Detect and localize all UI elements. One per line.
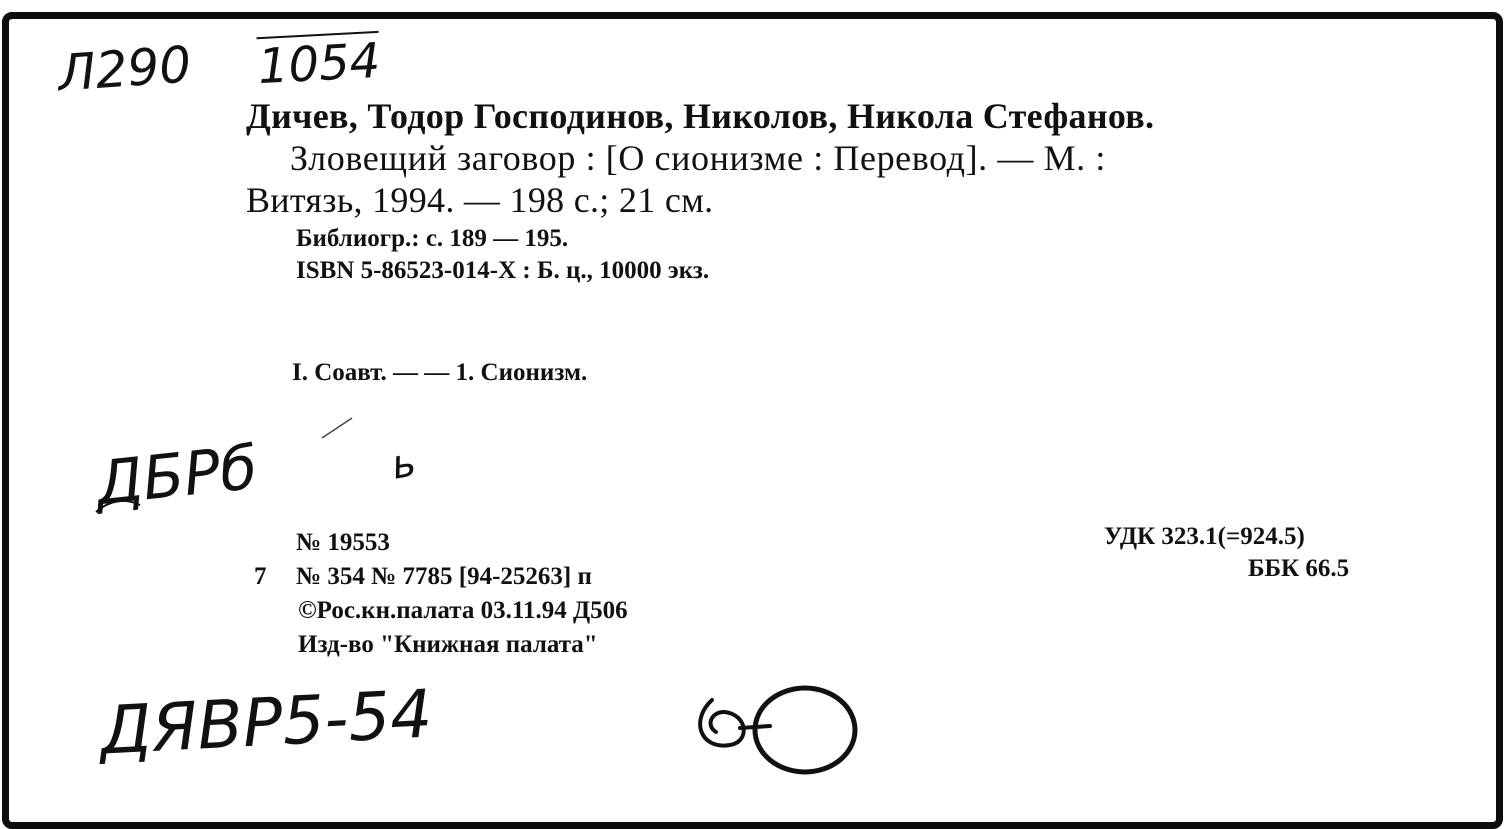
- title-line: Зловещий заговор : [О сионизме : Перевод]. — М. :: [290, 138, 1106, 178]
- publication-line: Витязь, 1994. — 198 с.; 21 см.: [246, 180, 714, 220]
- side-digit: 7: [254, 563, 267, 590]
- handwritten-shelf-number: 1054: [256, 32, 382, 96]
- bibliography-note: Библиогр.: с. 189 — 195.: [296, 225, 569, 252]
- card-number: № 19553: [296, 529, 390, 556]
- publisher-line: Изд-во "Книжная палата": [298, 631, 598, 658]
- copyright-line: ©Рос.кн.палата 03.11.94 Д506: [298, 597, 628, 624]
- handwritten-mark-middle-suffix: ь: [388, 439, 420, 489]
- numbers-line: № 354 № 7785 [94-25263] п: [296, 563, 592, 590]
- handwritten-mark-bottom: ДЯВР5-54: [98, 675, 435, 770]
- isbn-line: ISBN 5-86523-014-Х : Б. ц., 10000 экз.: [296, 257, 710, 284]
- bbk-code: ББК 66.5: [1248, 555, 1350, 582]
- author-line: Дичев, Тодор Господинов, Николов, Никола Стефанов.: [246, 96, 1155, 136]
- handwritten-mark-middle: ДБРб: [92, 432, 261, 520]
- handwritten-shelf-mark: Л290: [56, 35, 193, 103]
- udk-code: УДК 323.1(=924.5): [1104, 523, 1305, 550]
- index-line: I. Соавт. — — 1. Сионизм.: [292, 359, 588, 386]
